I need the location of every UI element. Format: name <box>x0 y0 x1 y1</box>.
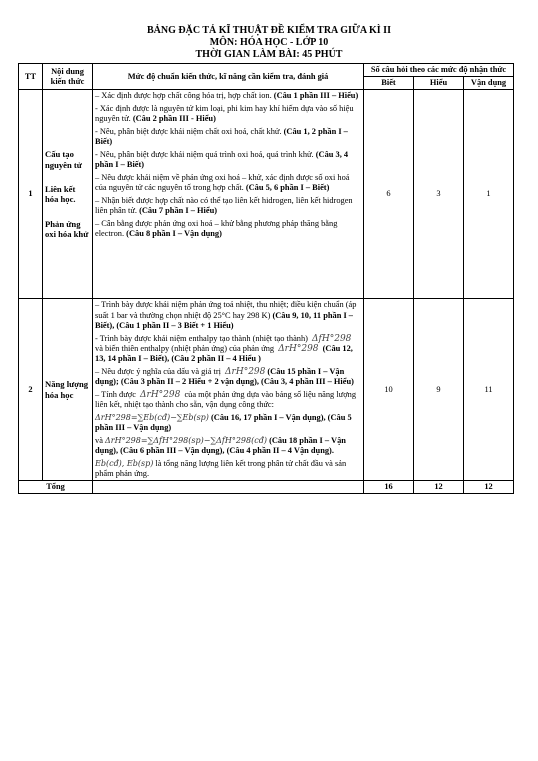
row2-content <box>93 299 364 481</box>
spec-table <box>18 63 514 494</box>
row2-tt: 2 <box>19 299 43 481</box>
header-content: Nội dung kiến thức <box>43 64 93 90</box>
total-hieu: 12 <box>414 481 464 494</box>
header-hieu: Hiểu <box>414 77 464 90</box>
bond-energy-formula: ΔrH°298=∑Eb(cđ)−∑Eb(sp) <box>95 412 209 422</box>
list-item: và ΔrH°298=∑ΔfH°298(sp)−∑ΔfH°298(cđ) (Câu 18 phần I – Vận dụng), (Câu 6 phần III – Vận dụng), (Câu 4 phần II – 4 Vận dụng). <box>95 435 346 456</box>
total-vandung: 12 <box>464 481 514 494</box>
enthalpy-formation-formula-icon: ΔfH°298 <box>312 333 352 344</box>
header-biet: Biết <box>364 77 414 90</box>
table-row-1 <box>19 90 514 299</box>
row2-vandung: 11 <box>464 299 514 481</box>
header-tt: TT <box>19 64 43 90</box>
row1-biet: 6 <box>364 90 414 299</box>
row1-hieu: 3 <box>414 90 464 299</box>
row2-biet: 10 <box>364 299 414 481</box>
list-item: – Xác định được hợp chất công hóa trị, hợp chất ion. (Câu 1 phần III – Hiểu) <box>95 91 359 101</box>
list-item: Eb(cđ), Eb(sp) là tổng năng lượng liên kết trong phân tử chất đầu và sản phẩm phản ứng. <box>95 458 347 479</box>
topic-bonding: Liên kết hóa học. <box>45 184 76 205</box>
reaction-enthalpy-formula-icon: ΔrH°298 <box>225 366 266 377</box>
list-item: - Xác định được là nguyên tử kim loại, phi kim hay khí hiếm dựa vào số hiệu nguyên tử. (Câu 2 phần III - Hiểu) <box>95 104 354 124</box>
row1-content <box>93 90 364 299</box>
header-row-1 <box>19 64 514 77</box>
list-item: – Nêu được ý nghĩa của dấu và giá trị ΔrH°298 (Câu 15 phần I – Vận dụng); (Câu 3 phần II – 2 Hiểu + 2 vận dụng), (Câu 3, 4 phần III – Hiểu) <box>95 366 354 387</box>
bond-energy-terms: Eb(cđ), Eb(sp) <box>95 458 154 468</box>
formation-enthalpy-formula: ΔrH°298=∑ΔfH°298(sp)−∑ΔfH°298(cđ) <box>105 435 267 445</box>
list-item: – Tính được ΔrH°298 của một phản ứng dựa vào bảng số liệu năng lượng liên kết, nhiệt tạo thành cho sẵn, vận dụng công thức: <box>95 389 357 410</box>
row2-hieu: 9 <box>414 299 464 481</box>
header-question-count: Số câu hỏi theo các mức độ nhận thức <box>364 64 514 77</box>
list-item: – Nhận biết được hợp chất nào có thể tạo liên kết hidrogen, liên kết hidrogen liên phân tử. (Câu 7 phần I – Hiểu) <box>95 196 353 216</box>
total-spacer <box>93 481 364 494</box>
topic-atom: Cấu tạo nguyên tử <box>45 149 82 170</box>
reaction-enthalpy-formula-icon: ΔrH°298 <box>140 389 181 400</box>
row1-topics <box>43 90 93 299</box>
total-row <box>19 481 514 494</box>
list-item: - Nêu, phân biệt được khái niệm chất oxi hoá, chất khử. (Câu 1, 2 phần I – Biết) <box>95 127 348 147</box>
header-level: Mức độ chuẩn kiến thức, kĩ năng cần kiểm tra, đánh giá <box>93 64 364 90</box>
title-line-3: THỜI GIAN LÀM BÀI: 45 PHÚT <box>195 49 343 60</box>
title-line-1: BẢNG ĐẶC TẢ KĨ THUẬT ĐỀ KIỂM TRA GIỮA KÌ II <box>147 25 391 36</box>
list-item: – Cân bằng được phản ứng oxi hoá – khử bằng phương pháp thăng bằng electron. (Câu 8 phần I – Vận dụng) <box>95 219 338 239</box>
row1-vandung: 1 <box>464 90 514 299</box>
list-item: – Trình bày được khái niệm phản ứng toả nhiệt, thu nhiệt; điều kiện chuẩn (áp suất 1 bar và thường chọn nhiệt độ 25°C hay 298 K) (Câu 9, 10, 11 phần I – Biết), (Câu 1 phần II – 3 Biết + 1 Hiểu) <box>95 300 357 330</box>
list-item: – Nêu được khái niệm về phản ứng oxi hoá – khử, xác định được số oxi hoá của nguyên tử các nguyên tố trong hợp chất. (Câu 5, 6 phần I – Biết) <box>95 173 350 193</box>
table-row-2 <box>19 299 514 481</box>
row1-tt: 1 <box>19 90 43 299</box>
list-item: - Nêu, phân biệt được khái niệm quá trình oxi hoá, quá trình khử. (Câu 3, 4 phần I – Biết) <box>95 150 349 170</box>
topic-redox: Phản ứng oxi hóa khử <box>45 218 89 240</box>
row2-topic: Năng lượng hóa học <box>43 299 93 481</box>
list-item: ΔrH°298=∑Eb(cđ)−∑Eb(sp) (Câu 16, 17 phần I – Vận dụng), (Câu 5 phần III – Vận dụng) <box>95 412 352 433</box>
total-biet: 16 <box>364 481 414 494</box>
reaction-enthalpy-formula-icon: ΔrH°298 <box>278 343 319 354</box>
list-item: - Trình bày được khái niệm enthalpy tạo thành (nhiệt tạo thành) ΔfH°298 và biến thiên enthalpy (nhiệt phản ứng) của phản ứng ΔrH°298 (Câu 12, 13, 14 phần I – Biết), (Câu 2 phần II – 4 Hiểu ) <box>95 333 353 364</box>
total-label: Tổng <box>19 481 93 494</box>
header-vandung: Vận dụng <box>464 77 514 90</box>
title-line-2: MÔN: HÓA HỌC - LỚP 10 <box>209 37 329 48</box>
document-header <box>0 25 538 61</box>
